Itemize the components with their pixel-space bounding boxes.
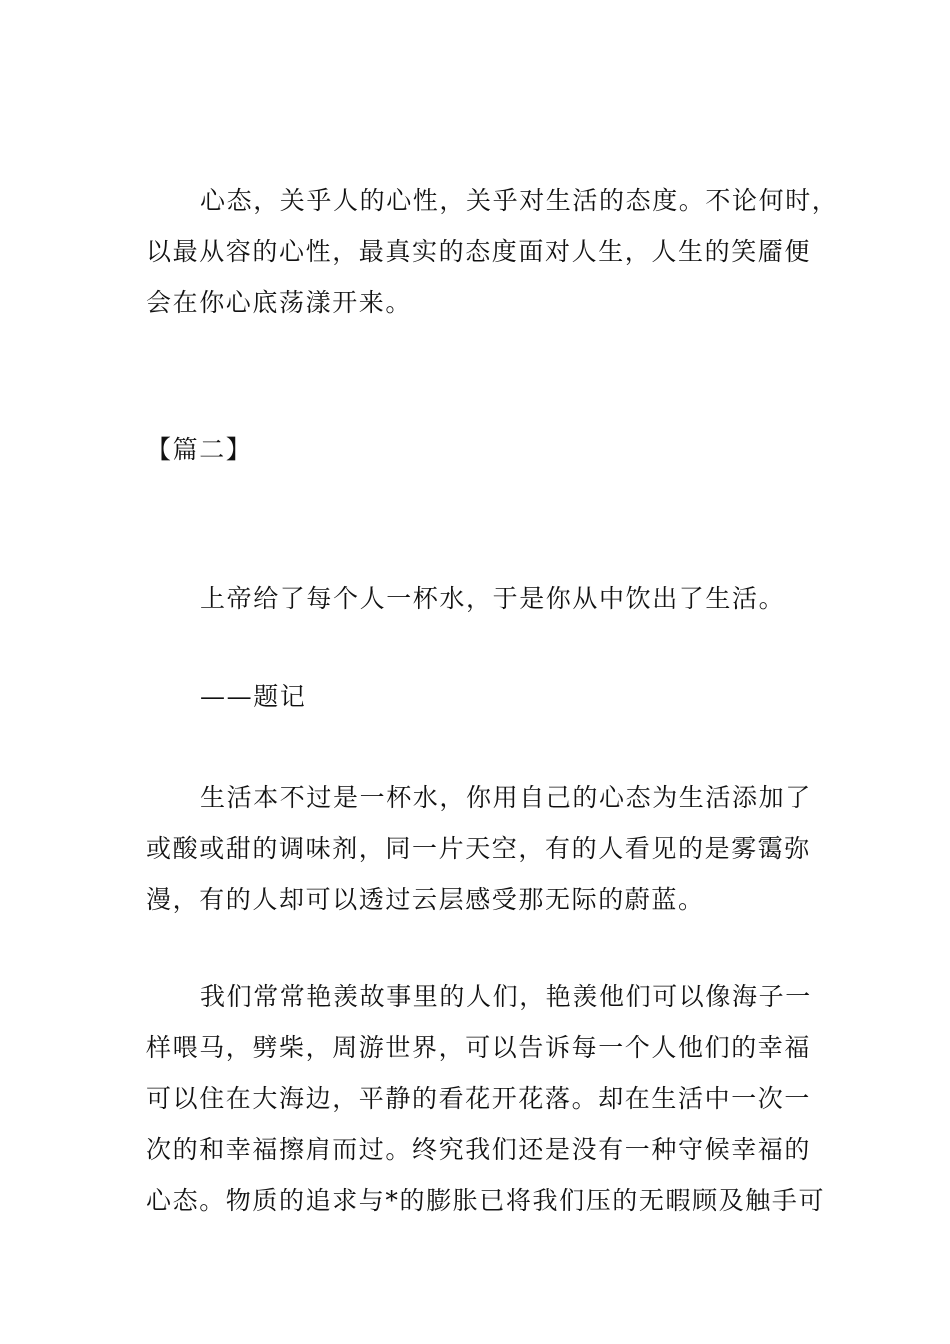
paragraph-line: 样喂马，劈柴，周游世界，可以告诉每一个人他们的幸福: [146, 1033, 812, 1062]
paragraph-intro: [146, 175, 839, 328]
paragraph-line: 可以住在大海边，平静的看花开花落。却在生活中一次一: [146, 1084, 812, 1113]
paragraph-line: 会在你心底荡漾开来。: [146, 288, 413, 317]
paragraph-line: 我们常常艳羡故事里的人们，艳羡他们可以像海子一: [200, 982, 812, 1011]
paragraph-line: 心态。物质的追求与*的膨胀已将我们压的无暇顾及触手可: [146, 1186, 826, 1215]
paragraph-line: 或酸或甜的调味剂，同一片天空，有的人看见的是雾霭弥: [146, 834, 812, 863]
epigraph-attribution: [146, 671, 811, 722]
paragraph-line: 心态，关乎人的心性，关乎对生活的态度。不论何时，: [200, 186, 839, 215]
paragraph-line: 生活本不过是一杯水，你用自己的心态为生活添加了: [200, 783, 812, 812]
paragraph-line: 漫，有的人却可以透过云层感受那无际的蔚蓝。: [146, 885, 705, 914]
paragraph-happiness: [146, 971, 826, 1226]
paragraph-sky: [146, 772, 811, 925]
paragraph-line: 次的和幸福擦肩而过。终究我们还是没有一种守候幸福的: [146, 1135, 812, 1164]
epigraph-attribution-text: ——题记: [200, 682, 307, 711]
epigraph-quote-text: 上帝给了每个人一杯水，于是你从中饮出了生活。: [200, 584, 786, 613]
epigraph-quote: [146, 573, 811, 624]
section-heading: 【篇二】: [146, 435, 253, 464]
paragraph-line: 以最从容的心性，最真实的态度面对人生，人生的笑靥便: [146, 237, 812, 266]
